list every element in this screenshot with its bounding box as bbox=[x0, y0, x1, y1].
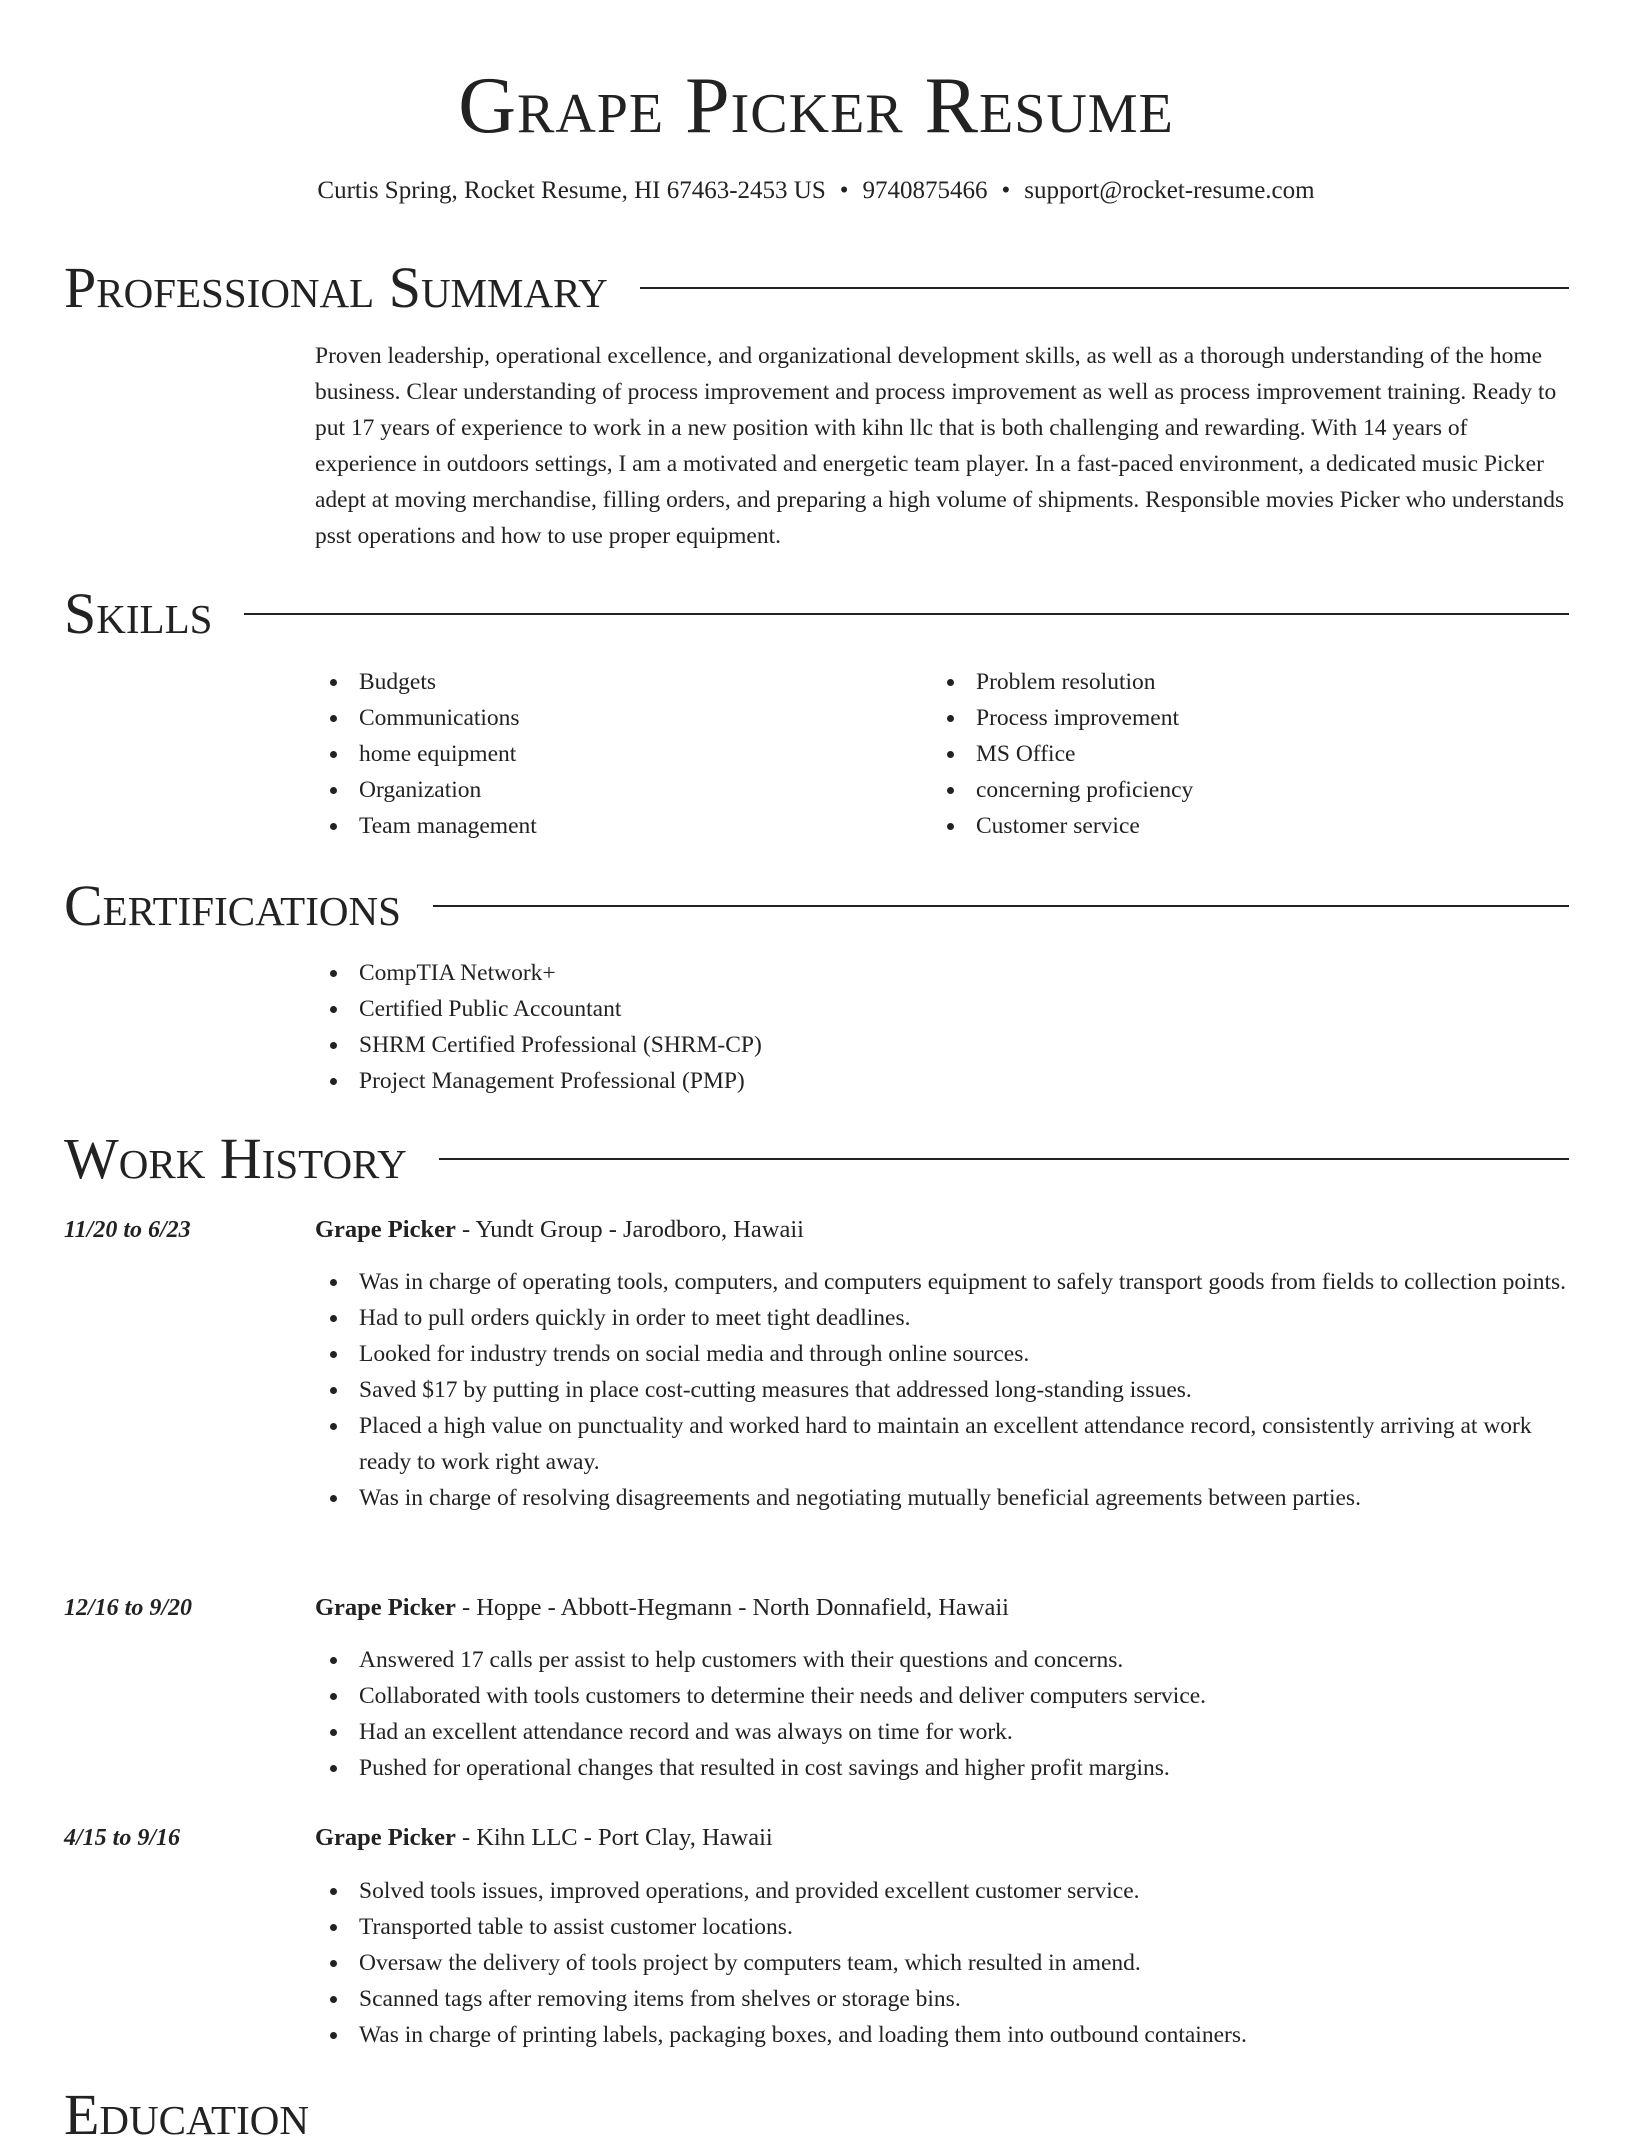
job-bullet: Oversaw the delivery of tools project by computers team, which resulted in amend. bbox=[315, 1945, 1570, 1981]
summary-section-header bbox=[64, 255, 1569, 321]
section-divider bbox=[640, 287, 1569, 289]
job-bullet: Answered 17 calls per assist to help customers with their questions and concerns. bbox=[315, 1642, 1570, 1678]
certifications-section-header bbox=[64, 873, 1569, 939]
contact-phone: 9740875466 bbox=[862, 177, 988, 204]
job-employer-location: - Hoppe - Abbott-Hegmann - North Donnafield, Hawaii bbox=[455, 1594, 1009, 1621]
skill-item: home equipment bbox=[315, 736, 915, 772]
skill-item: MS Office bbox=[932, 736, 1532, 772]
job-title: Grape Picker bbox=[315, 1824, 456, 1851]
job-bullet: Looked for industry trends on social media and through online sources. bbox=[315, 1336, 1570, 1372]
skills-section-header bbox=[64, 581, 1569, 647]
summary-heading: Professional Summary bbox=[64, 255, 608, 320]
certifications-heading: Certifications bbox=[64, 873, 401, 938]
job-bullets bbox=[315, 1642, 1570, 1786]
job-bullets bbox=[315, 1264, 1570, 1516]
work-history-section-header bbox=[64, 1126, 1569, 1192]
education-heading: Education bbox=[64, 2082, 309, 2147]
job-title-line bbox=[315, 1212, 804, 1248]
job-title: Grape Picker bbox=[315, 1594, 456, 1621]
certification-item: CompTIA Network+ bbox=[315, 955, 1570, 991]
skill-item: Customer service bbox=[932, 808, 1532, 844]
work-history-heading: Work History bbox=[64, 1126, 407, 1191]
job-bullet: Was in charge of resolving disagreements and negotiating mutually beneficial agreements between parties. bbox=[315, 1480, 1570, 1516]
skills-heading: Skills bbox=[64, 581, 213, 646]
job-dates: 4/15 to 9/16 bbox=[64, 1825, 181, 1851]
certification-item: Certified Public Accountant bbox=[315, 991, 1570, 1027]
job-bullet: Was in charge of printing labels, packaging boxes, and loading them into outbound containers. bbox=[315, 2017, 1570, 2053]
skill-item: Budgets bbox=[315, 664, 915, 700]
job-title-line bbox=[315, 1820, 773, 1856]
job-bullet: Solved tools issues, improved operations, and provided excellent customer service. bbox=[315, 1873, 1570, 1909]
job-bullet: Scanned tags after removing items from shelves or storage bins. bbox=[315, 1981, 1570, 2017]
resume-title: Grape Picker Resume bbox=[458, 62, 1174, 150]
education-section-header bbox=[64, 2082, 1569, 2148]
job-bullets bbox=[315, 1873, 1570, 2053]
section-divider bbox=[433, 905, 1569, 907]
skills-list-right bbox=[932, 664, 1532, 844]
job-bullet: Had an excellent attendance record and was always on time for work. bbox=[315, 1714, 1570, 1750]
skill-item: Problem resolution bbox=[932, 664, 1532, 700]
skill-item: concerning proficiency bbox=[932, 772, 1532, 808]
summary-text: Proven leadership, operational excellence, and organizational development skills, as well as a thorough understanding of the home business. Clear understanding of process improvement and process improvement as well as process improvement training. Ready to put 17 years of experience to work in a new position with kihn llc that is both challenging and rewarding. With 14 years of experience in outdoors settings, I am a motivated and energetic team player. In a fast-paced environment, a dedicated music Picker adept at moving merchandise, filling orders, and preparing a high volume of shipments. Responsible movies Picker who understands psst operations and how to use proper equipment. bbox=[315, 343, 1565, 549]
job-bullet: Transported table to assist customer locations. bbox=[315, 1909, 1570, 1945]
job-bullet: Saved $17 by putting in place cost-cutting measures that addressed long-standing issues. bbox=[315, 1372, 1570, 1408]
certification-item: SHRM Certified Professional (SHRM-CP) bbox=[315, 1027, 1570, 1063]
job-title-line bbox=[315, 1590, 1009, 1626]
section-divider bbox=[244, 613, 1569, 615]
skills-list-left bbox=[315, 664, 915, 844]
certifications-list bbox=[315, 955, 1570, 1099]
certification-item: Project Management Professional (PMP) bbox=[315, 1063, 1570, 1099]
contact-separator: • bbox=[1001, 177, 1011, 204]
section-divider bbox=[439, 1158, 1569, 1160]
skill-item: Process improvement bbox=[932, 700, 1532, 736]
job-bullet: Collaborated with tools customers to determine their needs and deliver computers service. bbox=[315, 1678, 1570, 1714]
skill-item: Organization bbox=[315, 772, 915, 808]
contact-email: support@rocket-resume.com bbox=[1024, 177, 1315, 204]
job-bullet: Was in charge of operating tools, computers, and computers equipment to safely transport goods from fields to collection points. bbox=[315, 1264, 1570, 1300]
contact-address: Curtis Spring, Rocket Resume, HI 67463-2453 US bbox=[317, 177, 826, 204]
job-employer-location: - Kihn LLC - Port Clay, Hawaii bbox=[455, 1824, 773, 1851]
job-bullet: Had to pull orders quickly in order to meet tight deadlines. bbox=[315, 1300, 1570, 1336]
job-bullet: Placed a high value on punctuality and worked hard to maintain an excellent attendance record, consistently arriving at work ready to work right away. bbox=[315, 1408, 1570, 1480]
skill-item: Communications bbox=[315, 700, 915, 736]
skill-item: Team management bbox=[315, 808, 915, 844]
job-dates: 12/16 to 9/20 bbox=[64, 1595, 193, 1621]
contact-line bbox=[0, 174, 1632, 208]
contact-separator: • bbox=[839, 177, 849, 204]
job-dates: 11/20 to 6/23 bbox=[64, 1217, 191, 1243]
job-employer-location: - Yundt Group - Jarodboro, Hawaii bbox=[455, 1216, 804, 1243]
job-title: Grape Picker bbox=[315, 1216, 456, 1243]
job-bullet: Pushed for operational changes that resulted in cost savings and higher profit margins. bbox=[315, 1750, 1570, 1786]
